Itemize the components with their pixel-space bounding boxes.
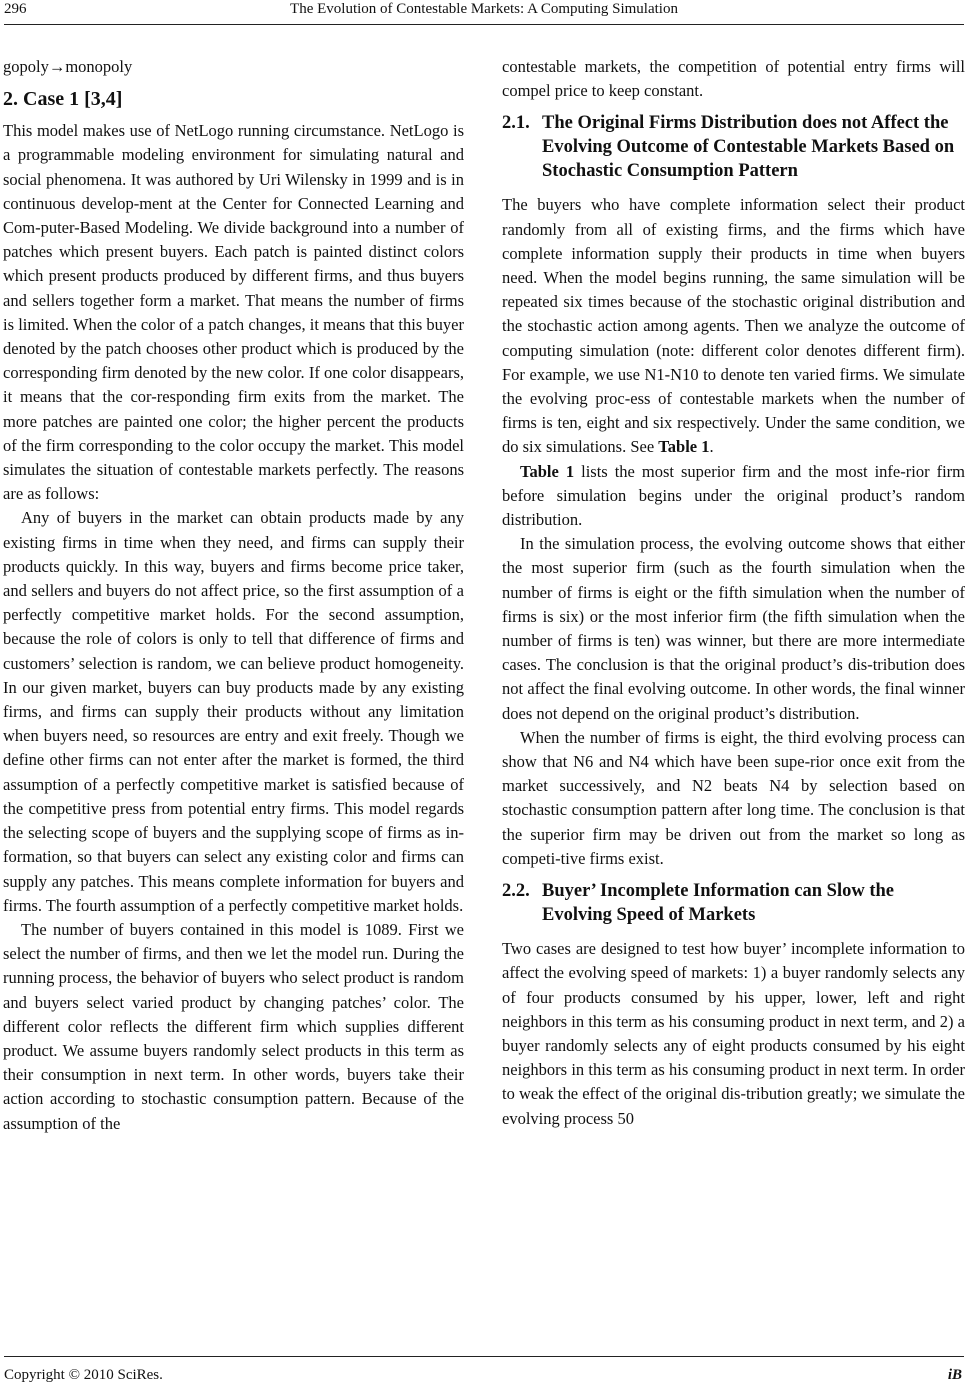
punctuation: .: [709, 437, 714, 457]
page-header: [0, 0, 968, 38]
subsection-title: Buyer’ Incomplete Information can Slow the Evolving Speed of Markets: [542, 881, 894, 926]
subsection-heading-2-2: [502, 879, 965, 927]
footer-rule: [4, 1356, 964, 1357]
table-reference[interactable]: Table 1: [658, 437, 710, 457]
running-title: The Evolution of Contestable Markets: A Computing Simulation: [290, 1, 678, 17]
subsection-number: 2.2.: [502, 881, 530, 902]
paragraph: [502, 460, 965, 533]
paragraph: In the simulation process, the evolving outcome shows that either the most superior firm (such as the fourth simulation when the number of firms is eight or the fifth simulation when the number of firms is six) or the most inferior firm (the fifth simulation when the number of firms is ten) was winner, but there are more intermediate cases. The conclusion is that the original product’s dis-tribution does not affect the final evolving outcome. In other words, the final winner does not depend on the original product’s distribution.: [502, 534, 965, 723]
page-number: 296: [4, 1, 27, 17]
section-heading-case-1: 2. Case 1 [3,4]: [3, 88, 123, 111]
page-footer: [0, 1356, 968, 1386]
copyright-notice: Copyright © 2010 SciRes.: [4, 1367, 163, 1383]
journal-mark: iB: [947, 1367, 962, 1383]
header-rule: [4, 24, 964, 25]
left-column: [3, 55, 464, 1136]
paragraph: Any of buyers in the market can obtain products made by any existing firms in time when they need, and firms can supply their products quickly. In this way, buyers and firms become price taker, and sellers and buyers do not affect price, so the first assumption of a perfectly competitive market holds. For the second assumption, because the role of colors is only to tell that difference of firms and customers’ selection is random, we can believe product homogeneity. In our given market, buyers can buy products made by any existing firms, and firms can supply their products without any limitation when buyers need, so resources are entry and exit freely. Though we define other firms can not enter after the market is formed, the third assumption of a perfectly competitive market is satisfied because of the competitive press from potential entry firms. This model regards the selecting scope of buyers and the supplying scope of firms as in-formation, so that buyers can select any existing color and firms can supply any patches. This means complete information for buyers and firms. The fourth assumption of a perfectly competitive market holds.: [3, 508, 464, 915]
paragraph: [502, 193, 965, 459]
subsection-title: The Original Firms Distribution does not Affect the Evolving Outcome of Contestable Markets Based on Stochastic Consumption Pattern: [542, 113, 955, 182]
paragraph-text: lists the most superior firm and the most infe-rior firm before simulation begins under the original product’s random distribution.: [502, 461, 965, 530]
paragraph: The number of buyers contained in this model is 1089. First we select the number of firms, and then we let the model run. During the running process, the behavior of buyers who select product is random and buyers select varied product by changing patches’ color. The different color reflects the different firm which supplies different product. We assume buyers randomly select products in this term as their consumption in next term. In other words, buyers take their action according to stochastic consumption pattern. Because of the assumption of the: [3, 919, 464, 1133]
paragraph: contestable markets, the competition of potential entry firms will compel price to keep constant.: [502, 57, 965, 101]
right-column: [502, 55, 965, 1131]
subsection-heading-2-1: [502, 111, 965, 183]
paragraph-text: The buyers who have complete information select their product randomly from all of existing firms, and the firms which have complete information supply their products in time when buyers need. When the model begins running, the same simulation will be repeated six times because of the stochastic original distribution and the stochastic action among agents. Then we analyze the outcome of computing simulation (note: different color denotes different firm). For example, we use N1-N10 to denote ten varied firms. We simulate the evolving proc-ess of contestable markets when the number of firms is ten, eight and six respectively. Under the same condition, we do six simulations. See: [502, 195, 965, 457]
table-reference[interactable]: Table 1: [520, 461, 575, 481]
paragraph: When the number of firms is eight, the third evolving process can show that N6 and N4 which have been supe-rior once exit from the market successively, and N2 beats N4 by selection based on stochastic consumption pattern after long time. The conclusion is that the superior firm may be driven out from the market so long as competi-tive firms exist.: [502, 727, 965, 868]
paragraph: Two cases are designed to test how buyer’ incomplete information to affect the evolving speed of markets: 1) a buyer randomly selects any of four products consumed by his upper, lower, left and right neighbors in this term as his consuming product in next term, and 2) a buyer randomly selects any of eight products consumed by his eight neighbors in this term as his consuming product in next term. In order to weak the effect of the original dis-tribution greatly; we simulate the evolving process 50: [502, 939, 965, 1128]
continued-text: gopoly→monopoly: [3, 57, 133, 76]
subsection-number: 2.1.: [502, 113, 530, 134]
paragraph: This model makes use of NetLogo running circumstance. NetLogo is a programmable modeling environment for simulating natural and social phenomena. It was authored by Uri Wilensky in 1999 and is in continuous develop-ment at the Center for Connected Learning and Com-puter-Based Modeling. We divide background into a number of patches which present buyers. Each patch is painted distinct colors which present products produced by different firms, and thus buyers and sellers together form a market. That means the number of firms is limited. When the color of a patch changes, it means that this buyer denoted by the patch chooses other product which is produced by the corresponding firm denoted by the new color. If one color disappears, it means that the cor-responding firm exits from the market. The more patches are painted one color; the higher percent the products of the firm corresponding to the color occupy the market. This model simulates the situation of contestable markets perfectly. The reasons are as follows:: [3, 121, 464, 504]
